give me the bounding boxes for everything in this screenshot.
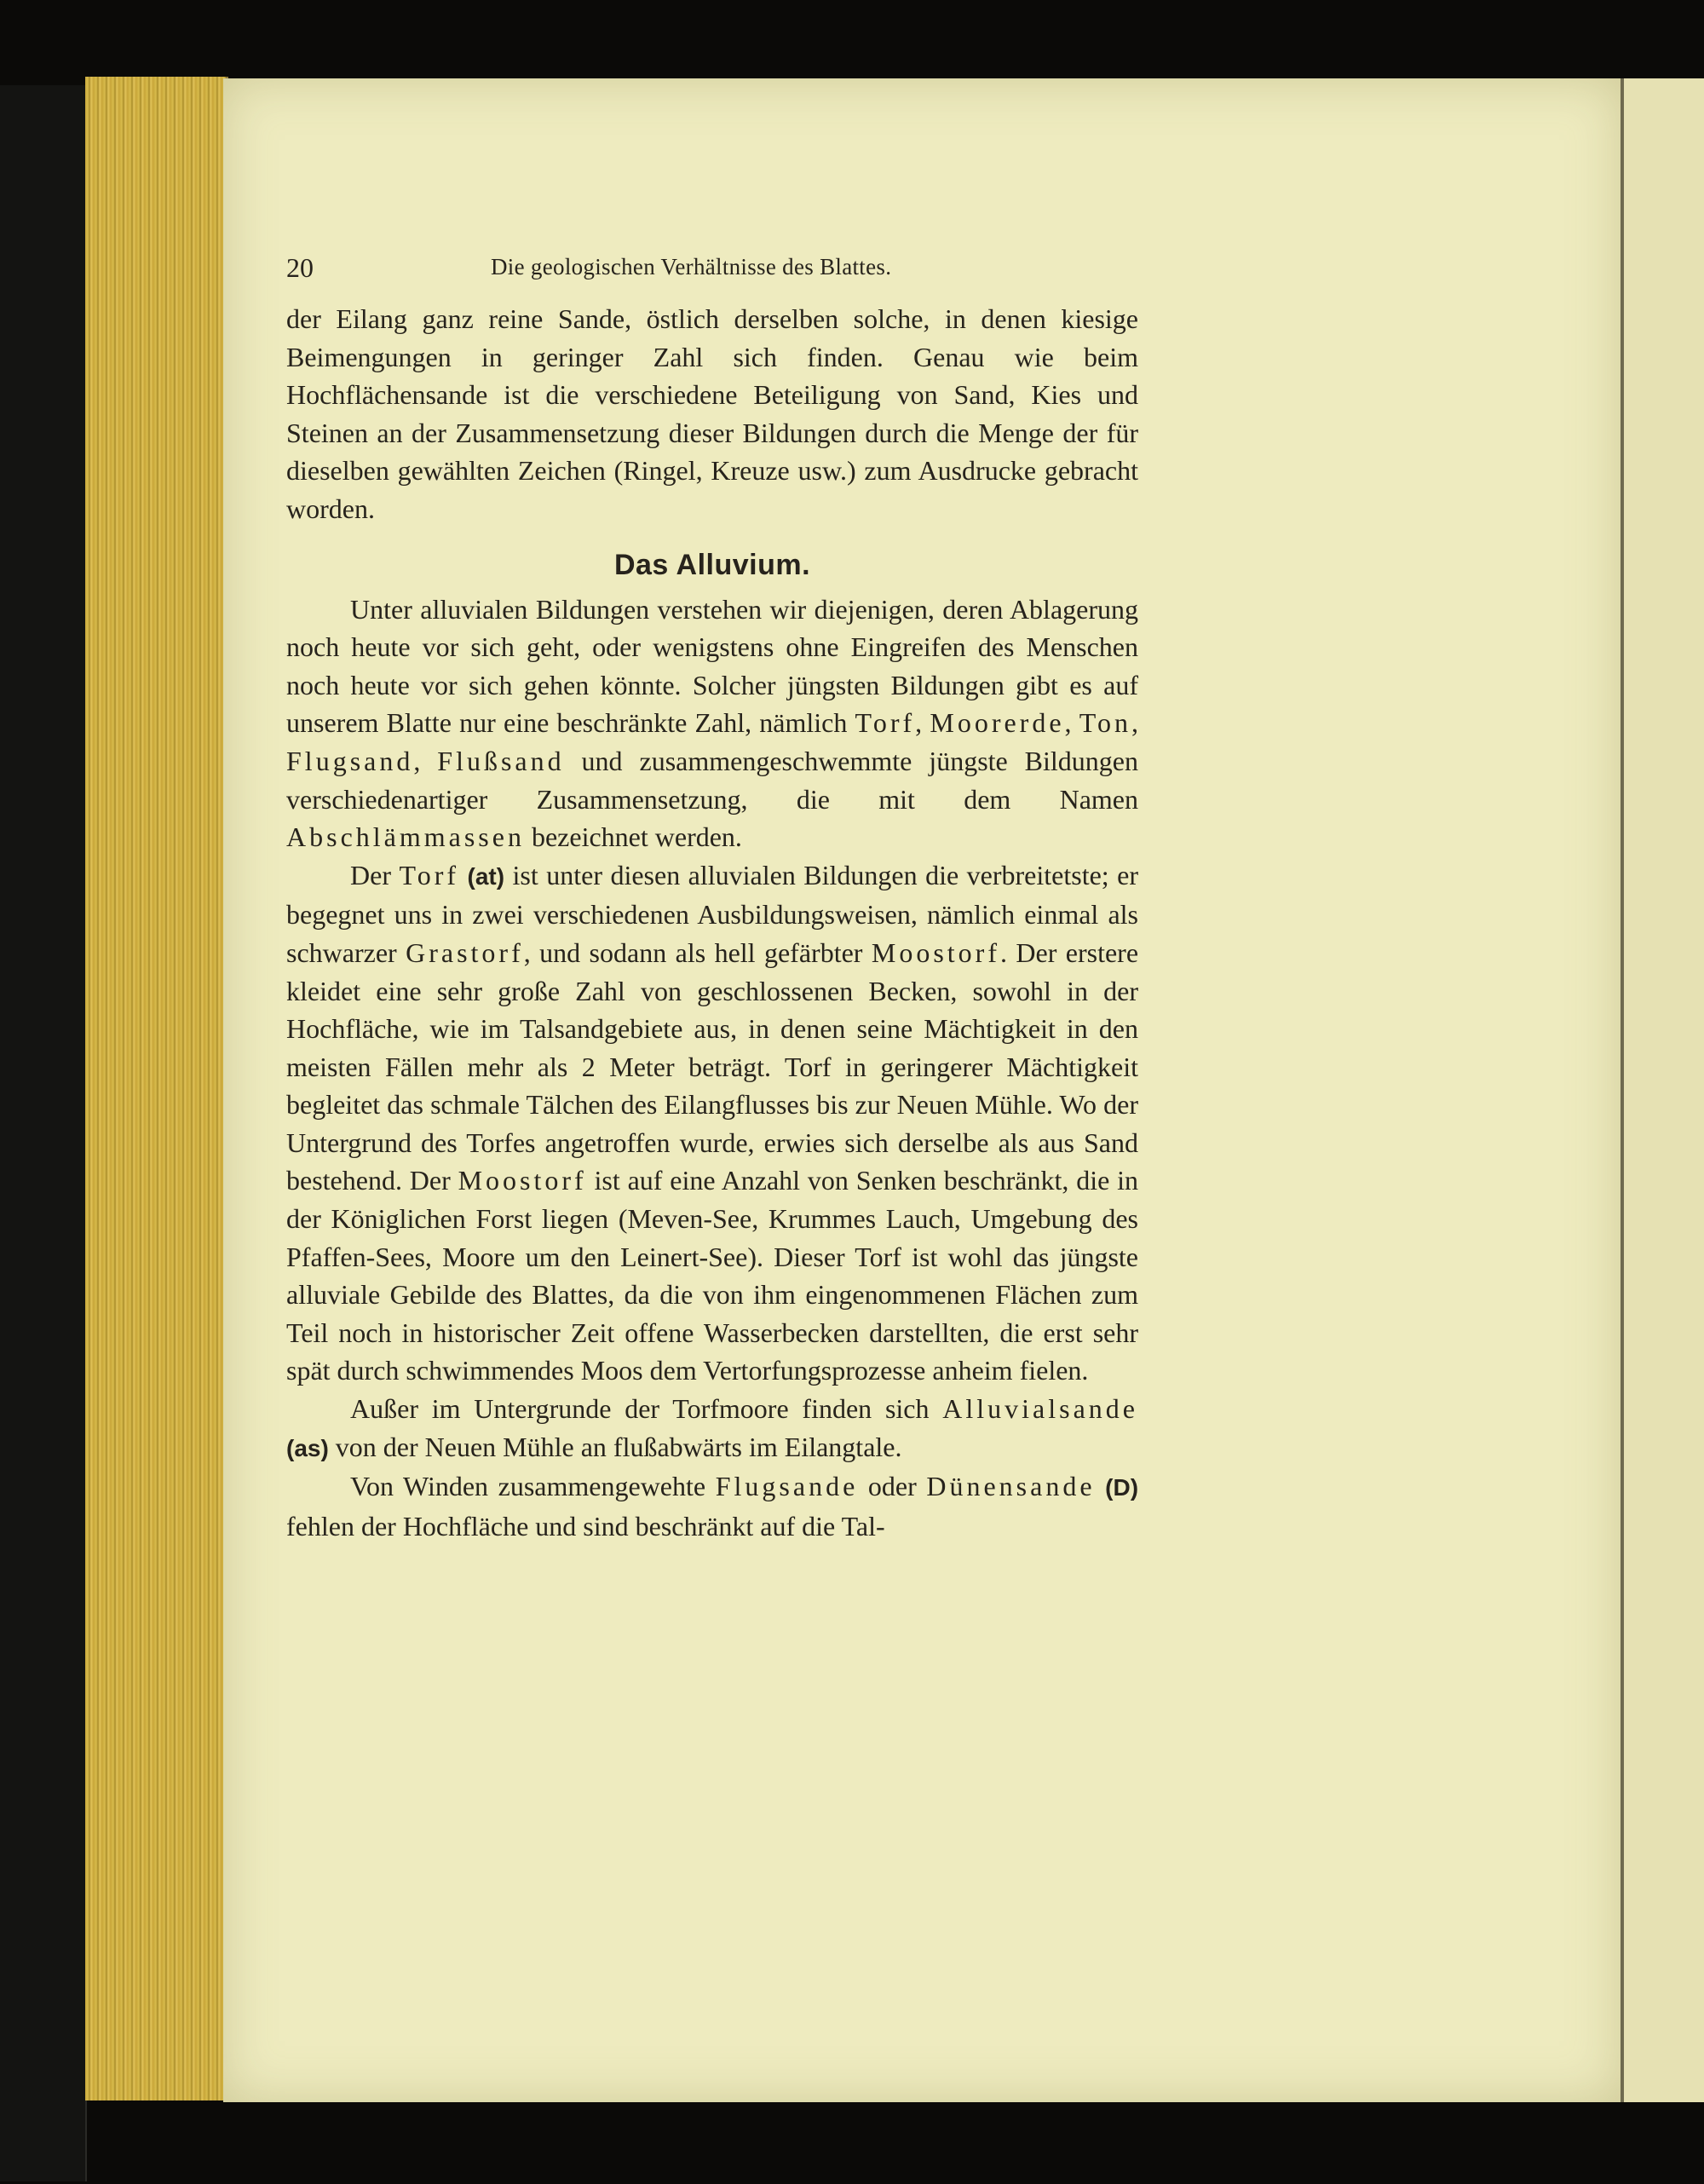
facing-page <box>1621 78 1704 2102</box>
text-run: Außer im Untergrunde der Torfmoore finden sich <box>350 1393 943 1425</box>
spaced-term: Flugsande <box>715 1471 859 1502</box>
text-run: . Der erstere kleidet eine sehr große Zahl von geschlossenen Becken, sowohl in der Hochfläche, wie im Talsandgebiete aus, in denen seine Mächtigkeit in den meisten Fällen mehr als 2 Meter beträgt. Torf in geringerer Mächtigkeit begleitet das schmale Tälchen des Eilangflusses bis zur Neuen Mühle. Wo der Untergrund des Torfes angetroffen wurde, erwies sich derselbe als aus Sand bestehend. Der <box>286 936 1139 1196</box>
spaced-term: Grastorf <box>406 936 524 968</box>
spaced-term: Moostorf <box>871 936 1000 968</box>
text-run: , <box>1064 707 1079 739</box>
spaced-term: Dünensande <box>926 1471 1096 1502</box>
spaced-term: Flugsand <box>286 745 414 776</box>
spaced-term: Ton <box>1079 707 1132 739</box>
paragraph-2 <box>286 591 1138 856</box>
text-run: ist unter diesen alluvialen Bildungen die verbreitetste; er begegnet uns in zwei verschiedenen Ausbildungsweisen, nämlich einmal als schwarzer <box>286 859 1139 968</box>
text-run: , <box>915 707 930 739</box>
text-run: , <box>413 745 438 776</box>
page-number: 20 <box>286 252 314 283</box>
text-run: von der Neuen Mühle an flußabwärts im Eilangtale. <box>328 1431 902 1462</box>
page-content <box>286 247 1138 1545</box>
map-symbol: (D) <box>1105 1474 1139 1501</box>
paragraph-3 <box>286 856 1138 1390</box>
map-symbol: (at) <box>467 862 505 890</box>
paragraph-1: der Eilang ganz reine Sande, östlich derselben solche, in denen kiesige Beimengungen in geringer Zahl sich finden. Genau wie beim Hochflächensande ist die verschiedene Beteiligung von Sand, Kies und Steinen an der Zusammensetzung dieser Bildungen durch die Menge der für dieselben gewählten Zeichen (Ringel, Kreuze usw.) zum Ausdrucke gebracht worden. <box>286 303 1138 524</box>
spaced-term: Flußsand <box>437 745 565 776</box>
text-run: Der <box>350 859 400 890</box>
text-run: und zusammengeschwemmte jüngste Bildungen verschiedenartiger Zusammensetzung, die mit dem Namen <box>286 745 1139 815</box>
map-symbol: (as) <box>286 1434 329 1461</box>
section-heading: Das Alluvium. <box>613 548 811 581</box>
spaced-term: Abschlämmassen <box>286 821 525 853</box>
text-run: oder <box>858 1471 927 1502</box>
paragraph-4 <box>286 1390 1138 1467</box>
spaced-term: Torf <box>855 707 916 739</box>
text-run: ist auf eine Anzahl von Senken beschränkt, die in der Königlichen Forst liegen (Meven-See, Krummes Lauch, Umgebung des Pfaffen-Sees, Moore um den Leinert-See). Dieser Torf ist wohl das jüngste alluviale Gebilde des Blattes, da die von ihm eingenommenen Flächen zum Teil noch in historischer Zeit offene Wasserbecken darstellten, die erst sehr spät durch schwimmendes Moos dem Vertorfungsprozesse anheim fielen. <box>286 1165 1139 1386</box>
spaced-term: Moorerde <box>930 707 1065 739</box>
text-run: fehlen der Hochfläche und sind beschränkt auf die Tal- <box>286 1510 885 1541</box>
book-cover-edge <box>0 85 87 2181</box>
spaced-term: Moostorf <box>458 1165 587 1196</box>
page-edges <box>85 77 228 2100</box>
running-head <box>286 247 1138 290</box>
text-run: Unter alluvialen Bildungen verstehen wir diejenigen, deren Ablagerung noch heute vor sich geht, oder wenigstens ohne Eingreifen des Menschen noch heute vor sich gehen könnte. Solcher jüngsten Bildungen gibt es auf unserem Blatte nur eine beschränkte Zahl, nämlich <box>286 593 1138 739</box>
spaced-term: Torf <box>399 859 460 890</box>
text-run: , <box>1131 707 1139 739</box>
spaced-term: Alluvialsande <box>942 1393 1138 1425</box>
paragraph-5 <box>286 1467 1138 1545</box>
text-run: bezeichnet werden. <box>524 821 742 853</box>
running-title: Die geologischen Verhältnisse des Blattes. <box>491 254 892 279</box>
text-run: Von Winden zusammengewehte <box>350 1471 716 1502</box>
text-run: , und sodann als hell gefärbter <box>523 936 872 968</box>
